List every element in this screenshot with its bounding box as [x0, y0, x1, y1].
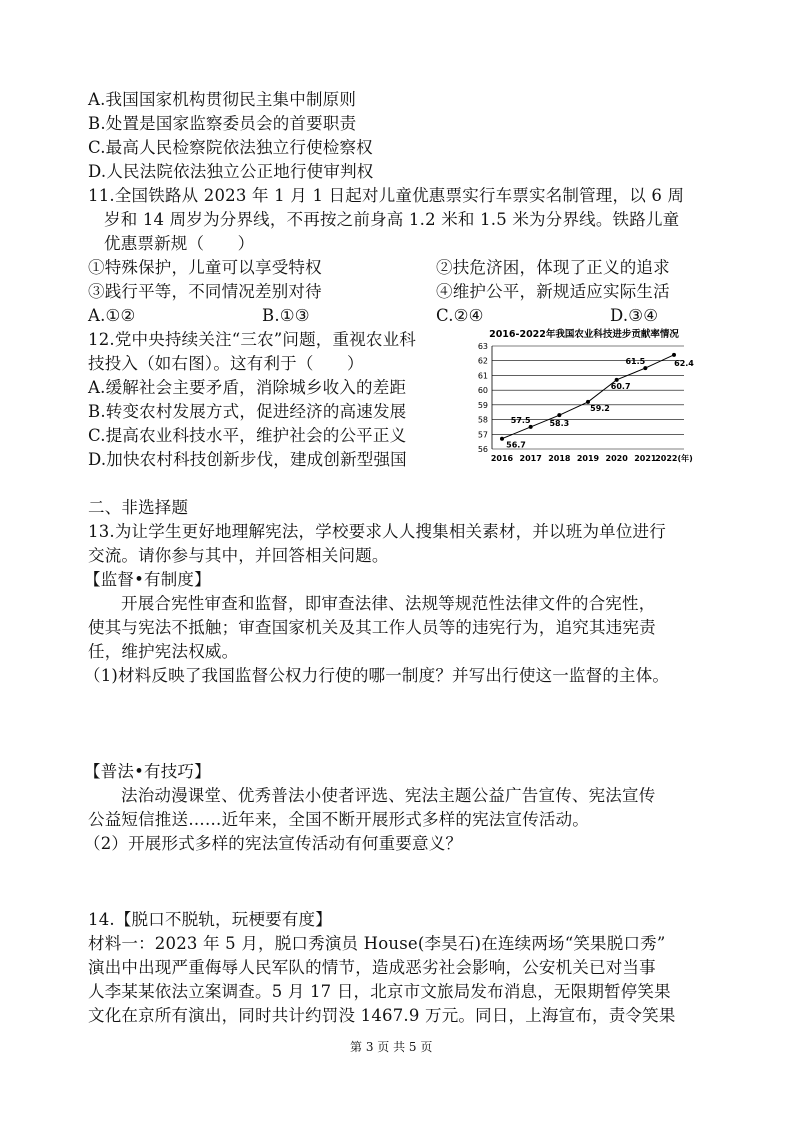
q11-option-d: D.③④: [610, 306, 659, 325]
q13-part1-text-line3: 任，维护宪法权威。: [88, 642, 239, 661]
q14-text-line1: 材料一：2023 年 5 月，脱口秀演员 House(李昊石)在连续两场“笑果脱口秀”: [88, 934, 666, 953]
q13-intro-line1: 13.为让学生更好地理解宪法，学校要求人人搜集相关素材，并以班为单位进行: [88, 522, 666, 541]
y-tick-label-56: 56: [477, 445, 488, 454]
q13-part1-text-line1: 开展合宪性审查和监督，即审查法律、法规等规范性法律文件的合宪性，: [121, 594, 656, 613]
x-tick-label-5: 2021: [634, 454, 657, 463]
y-tick-label-58: 58: [477, 415, 488, 425]
q13-part2-text-line1: 法治动漫课堂、优秀普法小使者评选、宪法主题公益广告宣传、宪法宣传: [121, 786, 656, 805]
agri-tech-line-chart: [464, 326, 704, 466]
q13-part1-title: 【监督•有制度】: [84, 570, 211, 589]
data-point-2022: [672, 353, 676, 357]
x-tick-label-6: 2022(年): [655, 454, 693, 463]
chart-title: 2016-2022年我国农业科技进步贡献率情况: [489, 329, 679, 340]
q12-stem-line1: 12.党中央持续关注“三农”问题，重视农业科: [88, 330, 417, 349]
q10-option-c: C.最高人民检察院依法独立行使检察权: [88, 138, 373, 157]
q11-stem-line1: 11.全国铁路从 2023 年 1 月 1 日起对儿童优惠票实行车票实名制管理，以 6 周: [88, 186, 685, 205]
y-tick-label-62: 62: [477, 356, 488, 366]
q13-question-2: （2）开展形式多样的宪法宣传活动有何重要意义？: [84, 834, 463, 853]
x-tick-label-1: 2017: [519, 454, 542, 463]
q14-text-line2: 演出中出现严重侮辱人民军队的情节，造成恶劣社会影响，公安机关已对当事: [88, 958, 656, 977]
x-tick-label-4: 2020: [605, 454, 628, 463]
data-label-2016: 56.7: [506, 440, 526, 450]
data-label-2021: 61.5: [625, 357, 646, 367]
data-label-2019: 59.2: [590, 403, 610, 413]
q10-option-a: A.我国国家机构贯彻民主集中制原则: [88, 90, 357, 109]
y-tick-label-60: 60: [477, 386, 488, 396]
q12-option-b: B.转变农村发展方式，促进经济的高速发展: [88, 402, 407, 421]
data-point-2021: [643, 366, 647, 370]
q14-text-line3: 人李某某依法立案调查。5 月 17 日，北京市文旅局发布消息，无限期暂停笑果: [88, 982, 671, 1001]
q11-stem-line3: 优惠票新规（ ）: [104, 234, 255, 253]
q11-item-3: ③践行平等，不同情况差别对待: [88, 282, 322, 301]
q11-stem-line2: 岁和 14 周岁为分界线，不再按之前身高 1.2 米和 1.5 米为分界线。铁路儿童: [104, 210, 680, 229]
data-point-2016: [500, 437, 504, 441]
q11-option-b: B.①③: [262, 306, 310, 325]
data-label-2017: 57.5: [510, 415, 531, 425]
q13-part2-title: 【普法•有技巧】: [84, 762, 211, 781]
section-heading: 二、非选择题: [88, 498, 189, 517]
x-tick-label-0: 2016: [490, 454, 514, 463]
x-tick-label-3: 2019: [576, 454, 600, 463]
chart-series: [500, 353, 694, 450]
q11-item-1: ①特殊保护，儿童可以享受特权: [88, 258, 322, 277]
data-label-2018: 58.3: [549, 419, 570, 429]
chart-x-ticks: [491, 453, 693, 463]
q11-item-4: ④维护公平，新规适应实际生活: [436, 282, 670, 301]
q12-option-d: D.加快农村科技创新步伐，建成创新型强国: [88, 450, 407, 469]
chart-y-ticks: [478, 342, 488, 454]
y-tick-label-63: 63: [477, 342, 488, 351]
data-point-2018: [557, 413, 561, 417]
data-label-2022: 62.4: [674, 358, 694, 368]
x-tick-label-2: 2018: [548, 454, 571, 463]
q13-question-1: （1)材料反映了我国监督公权力行使的哪一制度？并写出行使这一监督的主体。: [84, 666, 670, 685]
q11-option-c: C.②④: [436, 306, 484, 325]
q10-option-d: D.人民法院依法独立公正地行使审判权: [88, 162, 374, 181]
page-footer: 第 3 页 共 5 页: [350, 1040, 433, 1054]
y-tick-label-61: 61: [477, 371, 488, 381]
q13-part1-text-line2: 使其与宪法不抵触；审查国家机关及其工作人员等的违宪行为，追究其违宪责: [88, 618, 656, 637]
data-point-2017: [529, 425, 533, 429]
q14-text-line4: 文化在京所有演出，同时共计约罚没 1467.9 万元。同日，上海宣布，责令笑果: [88, 1006, 676, 1025]
q14-title: 14.【脱口不脱轨，玩梗要有度】: [88, 910, 332, 929]
q10-option-b: B.处置是国家监察委员会的首要职责: [88, 114, 357, 133]
y-tick-label-57: 57: [477, 430, 488, 440]
q12-option-a: A.缓解社会主要矛盾，消除城乡收入的差距: [88, 378, 407, 397]
q13-intro-line2: 交流。请你参与其中，并回答相关问题。: [88, 546, 389, 565]
data-label-2020: 60.7: [610, 381, 631, 391]
q12-stem-line2: 技投入（如右图）。这有利于（ ）: [88, 354, 364, 373]
q11-item-2: ②扶危济困，体现了正义的追求: [436, 258, 670, 277]
chart-grid: [492, 346, 684, 449]
q11-option-a: A.①②: [88, 306, 136, 325]
q13-part2-text-line2: 公益短信推送……近年来，全国不断开展形式多样的宪法宣传活动。: [88, 810, 589, 829]
y-tick-label-59: 59: [477, 400, 488, 410]
q12-option-c: C.提高农业科技水平，维护社会的公平正义: [88, 426, 407, 445]
series-line: [502, 355, 674, 439]
